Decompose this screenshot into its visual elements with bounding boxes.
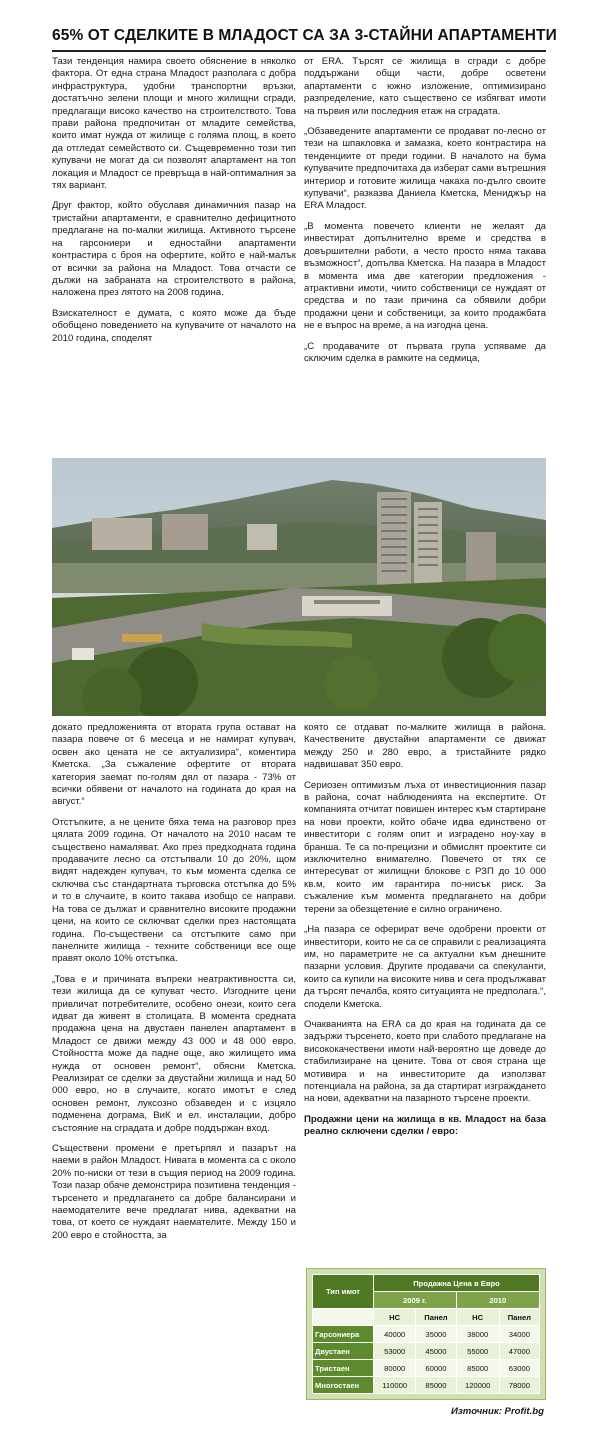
- paragraph: Очакванията на ERA са до края на годината да се задържи търсенето, което при слабото предлагане на висококачествени имоти най-вероятно ще доведе до стабилизиране на цените. Това от своя страна ще мотивира и на инвеститорите да използват потенциала на района, за да стартират изграждането на нови, адекватни на пазарното търсене проекти.: [304, 1018, 546, 1105]
- paragraph: „Това е и причината въпреки неатрактивността си, тези жилища да се купуват често. Изгодните цени привличат потребителите, особено онези, които сега идват да живеят в столицата. В момента средната продажна цена на двустаен панелен апартамент в Младост се движи между 43 000 и 48 000 евро. Стойността може да падне още, ако жилището има нужда от основен ремонт“, обясни Кметска. Реализират се сделки за двустайни жилища и над 50 000 евро, но в случаите, когато имотът е след основен ремонт, луксозно обзаведен и с изцяло подменена дограма, ВиК и ел. инсталации, добро състояние на сградата и добре поддържан вход.: [52, 973, 296, 1134]
- table-cell: 78000: [499, 1377, 539, 1394]
- table-cell: 85000: [416, 1377, 456, 1394]
- table-cell: 38000: [456, 1326, 499, 1343]
- paragraph: „Обзаведените апартаменти се продават по-лесно от тези на шпакловка и замазка, което контрастира на тенденциите от преди години. В началото на бума купувачите предпочитаха да изберат сами вътрешния интериор и готовите жилища чакаха по-дълго своите купувачи“, разказва Даниела Кметска, Мениджър на ERA Младост.: [304, 126, 546, 212]
- paragraph: Друг фактор, който обуславя динамичния пазар на тристайни апартаменти, е сравнително дефицитното предлагане на по-малки жилища. Активното търсене на гарсониери и едностайни апартаменти контрастира с броя на офертите, който е най-малък от всички за района на Младост. Това отчасти се дължи на забраната на строителството в района, наложена през лятото на 2008 година.: [52, 200, 296, 299]
- table-cell: 120000: [456, 1377, 499, 1394]
- table-cell: 60000: [416, 1360, 456, 1377]
- table-cell: 47000: [499, 1343, 539, 1360]
- table-row: [313, 1377, 540, 1394]
- table-row-label: Гарсониера: [313, 1326, 374, 1343]
- table-cell: 85000: [456, 1360, 499, 1377]
- table-header-price: Продажна Цена в Евро: [374, 1275, 540, 1292]
- paragraph: „В момента повечето клиенти не желаят да инвестират допълнително време и средства в довършителни работи, а често просто няма такава възможност“, допълва Кметска. На пазара в Младост в момента има две категории предложения - атрактивни имоти, чиито собственици се нуждаят от средства и по тази причина са обявили добри продажни цени и собственици, за които продажбата не е въпрос на време, а на изгодна цена.: [304, 220, 546, 332]
- table-cell: 34000: [499, 1326, 539, 1343]
- district-photo: [52, 458, 546, 716]
- table-cell: 110000: [374, 1377, 416, 1394]
- table-cell: 55000: [456, 1343, 499, 1360]
- city-landscape-illustration: [52, 458, 546, 716]
- table-row: [313, 1360, 540, 1377]
- table-subheader: Панел: [499, 1309, 539, 1326]
- table-empty-cell: [313, 1309, 374, 1326]
- table-cell: 40000: [374, 1326, 416, 1343]
- paragraph: „На пазара се оферират вече одобрени проекти от инвеститори, които не са се справили с реализацията им, но параметрите не са актуални към днешните пазарни условия. Другите продавачи са спекуланти, които са купили на високите нива и сега продължават да търсят печалба, която ситуацията не предполага.“, сподели Кметска.: [304, 924, 546, 1010]
- column-bottom-left: [52, 722, 296, 1250]
- table-header-year: 2009 г.: [374, 1292, 457, 1309]
- table-subheader: НС: [374, 1309, 416, 1326]
- table-subheader: НС: [456, 1309, 499, 1326]
- paragraph: Съществени промени е претърпял и пазарът на наеми в район Младост. Нивата в момента са с около 20% по-ниски от тези в същия период на 2009 година. Този пазар обаче демонстрира позитивна тенденция - търсенето и предлагането са добре балансирани и наемодателите вече предлагат нива, адекватни на това, от което се нуждаят наемателите. Между 150 и 200 евро е стойността, за: [52, 1143, 296, 1241]
- table-row: [313, 1343, 540, 1360]
- paragraph: от ERA. Търсят се жилища в сгради с добре поддържани общи части, добре осветени апартаменти с южно изложение, оптимизирано разпределение, като съществено се избягват имоти на първия или последния етаж на сградата.: [304, 56, 546, 117]
- price-table-box: [306, 1268, 546, 1400]
- table-header-year: 2010: [456, 1292, 539, 1309]
- paragraph: Отстъпките, а не цените бяха тема на разговор през цялата 2009 година. От началото на 2010 насам те съществено намаляват. Ако през предходната година продавачите лесно са отстъпвали 10 до 20%, щом видят надежден купувач, то към момента сделка се сключва със стандартната търговска отстъпка до 5% и то в случаите, в които такава изобщо се направи. На това се дължат и сравнително високите продажни цени, на които се сключват сделки през настоящата година. По-съществени са отстъпките само при панелните жилища - техните собственици все още правят около 10% отстъпка.: [52, 816, 296, 965]
- table-row-label: Двустаен: [313, 1343, 374, 1360]
- paragraph: която се отдават по-малките жилища в района. Качествените двустайни апартаменти се движат между 250 и 280 евро, а тристайните рядко надвишават 350 евро.: [304, 722, 546, 771]
- table-row-label: Тристаен: [313, 1360, 374, 1377]
- table-cell: 63000: [499, 1360, 539, 1377]
- table-subheader: Панел: [416, 1309, 456, 1326]
- paragraph: Взискателност е думата, с която може да бъде обобщено поведението на купувачите от началото на 2010 година, споделят: [52, 307, 296, 344]
- table-row-label: Многостаен: [313, 1377, 374, 1394]
- column-bottom-right: [304, 722, 546, 1147]
- column-top-left: [52, 56, 296, 353]
- table-caption: Продажни цени на жилища в кв. Младост на база реално сключени сделки / евро:: [304, 1113, 546, 1138]
- table-cell: 80000: [374, 1360, 416, 1377]
- article-headline-bar: [52, 24, 557, 52]
- column-top-right: [304, 56, 546, 373]
- source-credit: Източник: Profit.bg: [451, 1406, 544, 1417]
- table-cell: 45000: [416, 1343, 456, 1360]
- article-headline: 65% ОТ СДЕЛКИТЕ В МЛАДОСТ СА ЗА 3-СТАЙНИ АПАРТАМЕНТИ: [52, 27, 557, 44]
- table-cell: 53000: [374, 1343, 416, 1360]
- paragraph: Тази тенденция намира своето обяснение в няколко фактора. От една страна Младост разполага с добра инфраструктура, удобни транспортни връзки, достатъчно зелени площи и много жилищни сгради, предлагащи високо качество на строителството. Това прави района предпочитан от младите семейства, които имат нужда от жилище с голяма площ, в което да отгледат семейството си. Същевременно този тип купувачи не могат да си позволят апартамент на топ локация и Младост се превръща в най-оптималния за тях вариант.: [52, 56, 296, 192]
- paragraph: Сериозен оптимизъм лъха от инвестиционния пазар в района, сочат наблюденията на експертите. От компанията отчитат повишен интерес към стартиране на нови проекти, който обаче идва единствено от инвеститори с голям опит и изградено ноу-хау в бранша. Те са по-прецизни и обмислят проектите си изключително внимателно. Повечето от тях се интересуват от жилищни блокове с РЗП до 10 000 кв.м, които им гарантира по-нисък риск. За съжаление към момента предлагането на добри терени за обезщетение е силно ограничено.: [304, 779, 546, 915]
- table-cell: 35000: [416, 1326, 456, 1343]
- paragraph: „С продавачите от първата група успяваме да сключим сделка в рамките на седмица,: [304, 340, 546, 364]
- price-table: [312, 1274, 540, 1394]
- table-header-type: Тип имот: [313, 1275, 374, 1309]
- paragraph: докато предложенията от втората група остават на пазара повече от 6 месеца и не намират купувач, освен ако цената не се актуализира“, коментира Кметска. „За съжаление офертите от втората категория заемат по-голям дял от пазара - 73% от всички обявени от началото на годината до края на август.“: [52, 722, 296, 808]
- table-row: [313, 1326, 540, 1343]
